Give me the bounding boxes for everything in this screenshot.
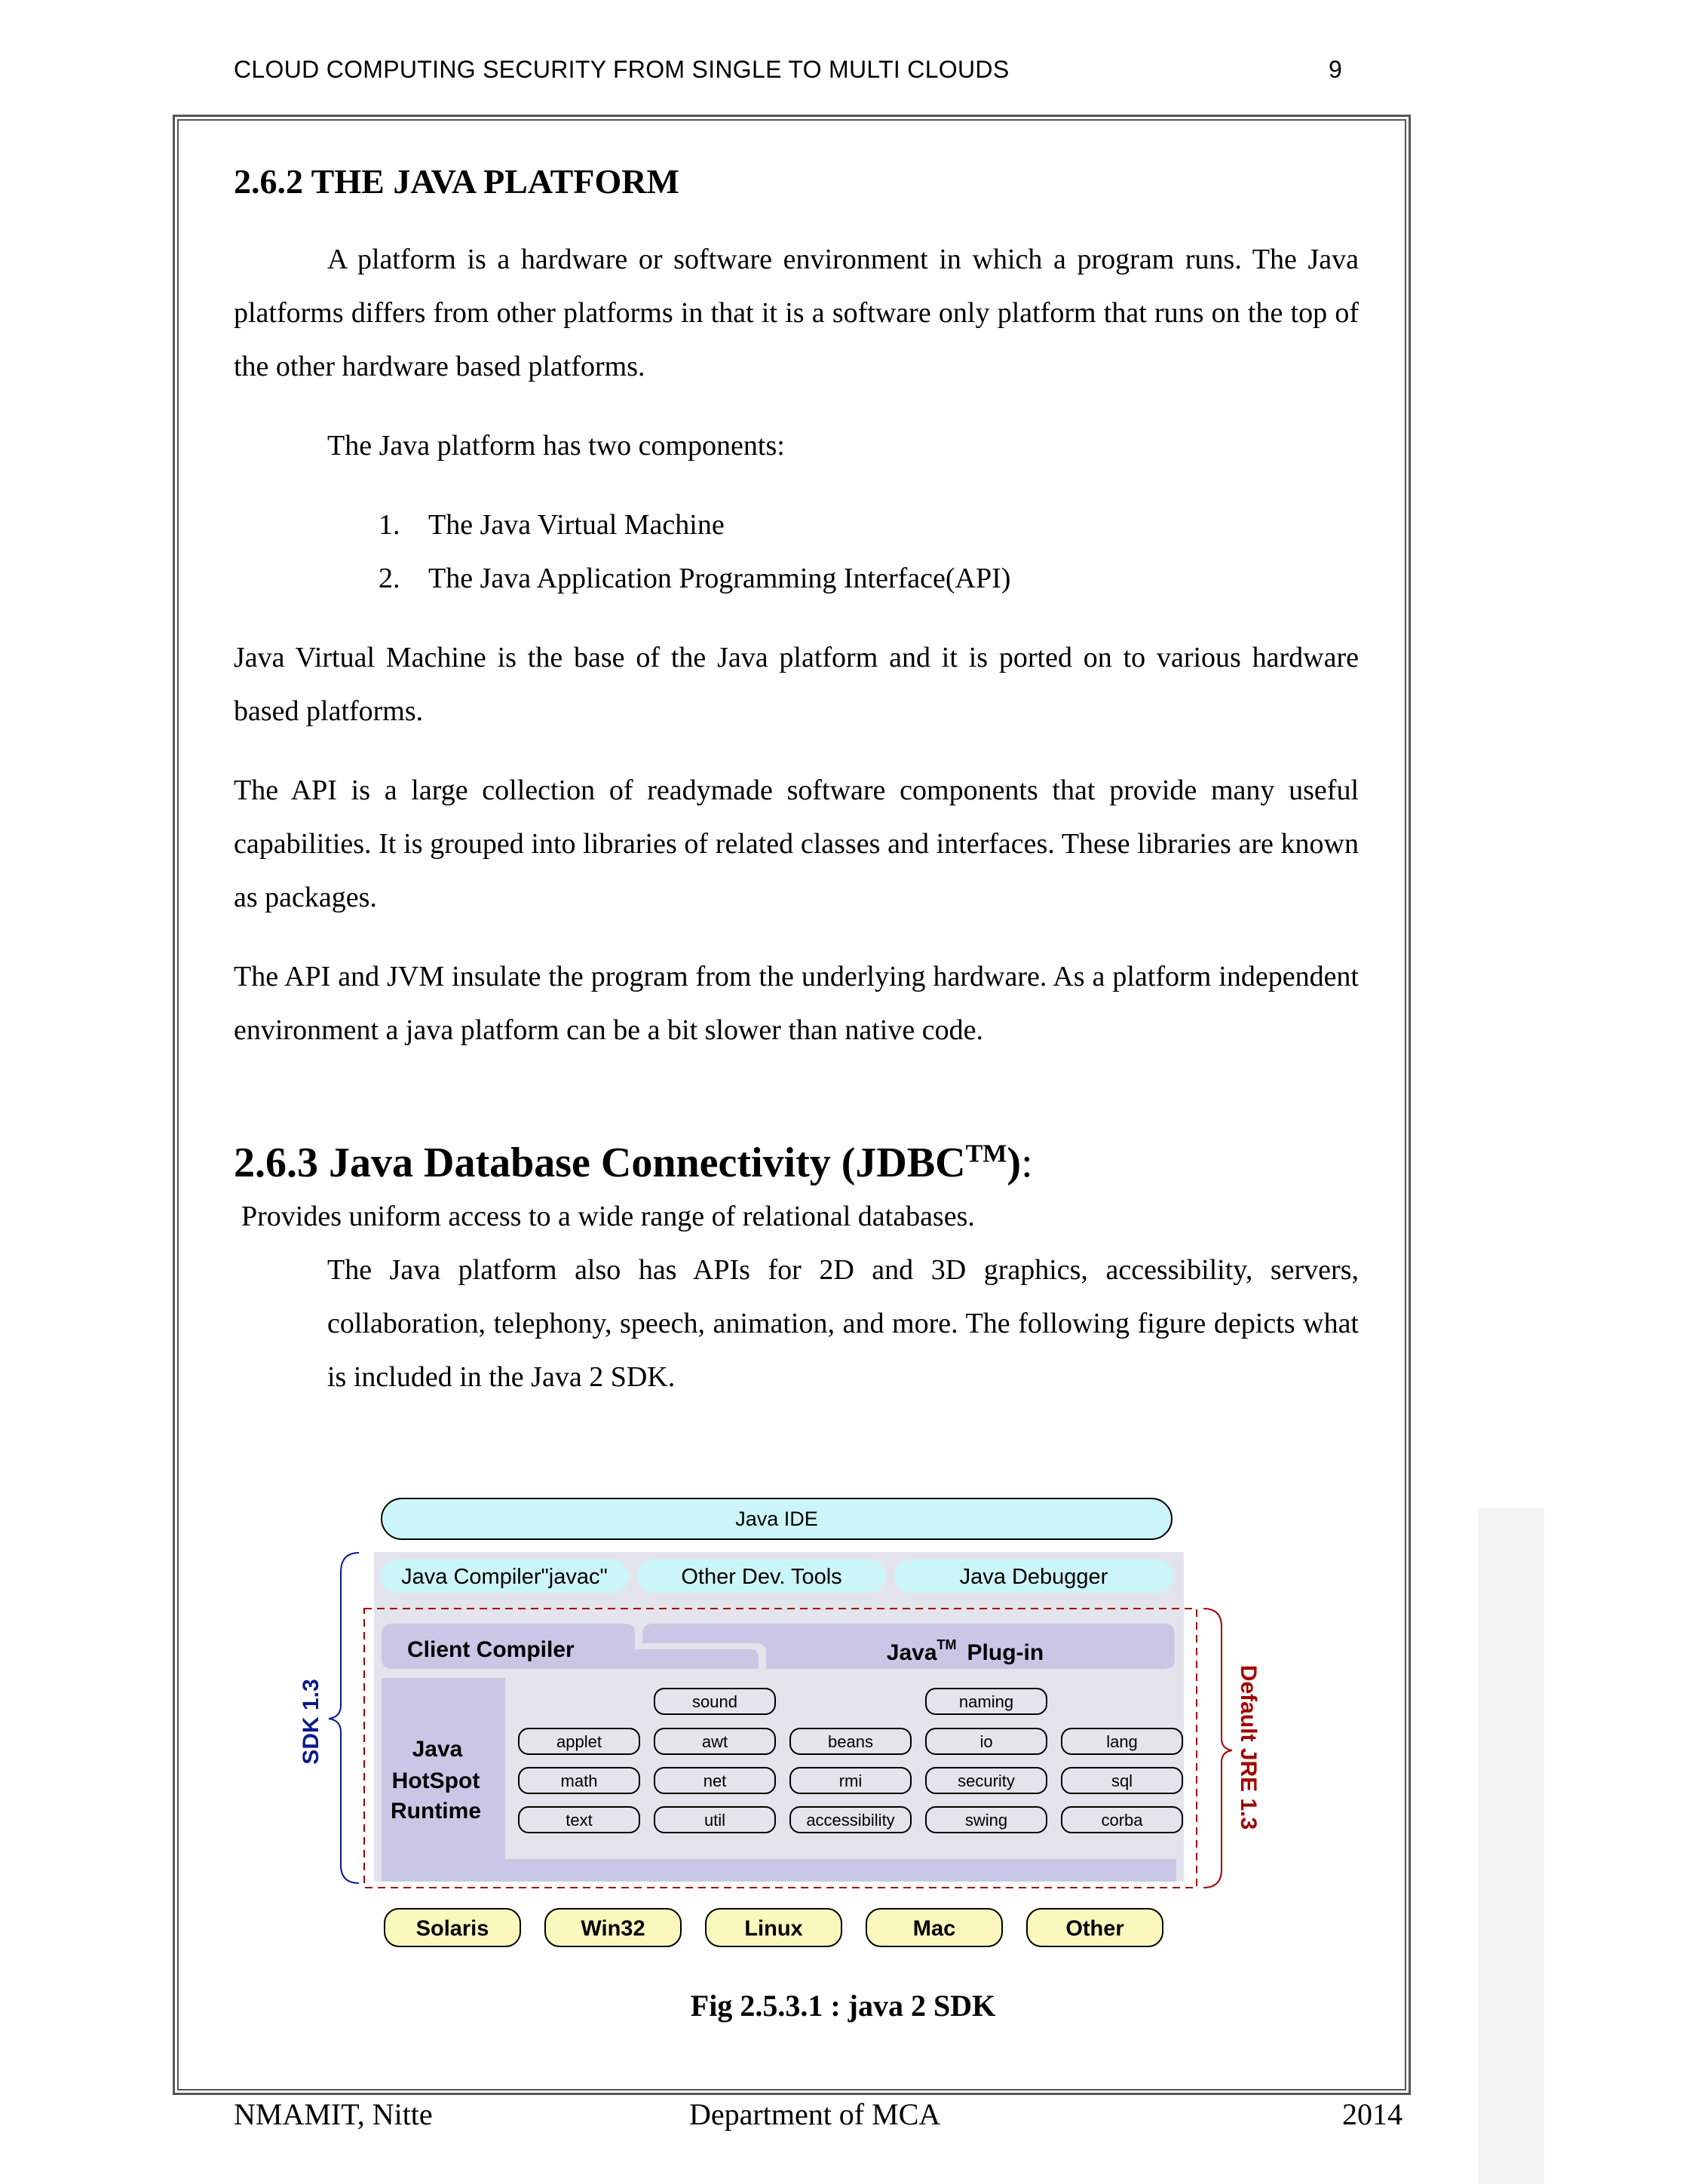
package-pill-label: swing bbox=[964, 1810, 1008, 1830]
package-pill-label: sql bbox=[1111, 1771, 1133, 1790]
package-pill-label: lang bbox=[1106, 1732, 1138, 1751]
sdk-label: SDK 1.3 bbox=[299, 1679, 323, 1765]
package-pill-label: sound bbox=[692, 1692, 737, 1711]
paragraph-api: The API is a large collection of readymade software components that provide many useful capabilities. It is grouped into libraries of related classes and interfaces. These libraries are known as packages. bbox=[234, 775, 1359, 913]
paragraph-two-components: The Java platform has two components: bbox=[327, 430, 785, 462]
scan-margin-shade bbox=[1478, 1508, 1544, 2184]
paragraph-platform-definition: A platform is a hardware or software environment in which a program runs. The Java platforms differs from other platforms in that it is a software only platform that runs on the top of the other hardware based platforms. bbox=[234, 244, 1359, 382]
package-pill-label: rmi bbox=[838, 1771, 863, 1790]
paragraph-insulate: The API and JVM insulate the program from the underlying hardware. As a platform independent environment a java platform can be a bit slower than native code. bbox=[234, 961, 1359, 1046]
platform-box-label: Solaris bbox=[415, 1916, 489, 1941]
figure-caption: Fig 2.5.3.1 : java 2 SDK bbox=[690, 1989, 996, 2023]
package-pill-label: applet bbox=[556, 1732, 602, 1751]
runtime-label: Runtime bbox=[391, 1799, 481, 1824]
platform-box-label: Mac bbox=[912, 1916, 956, 1941]
paragraph-java-apis: The Java platform also has APIs for 2D and 3D graphics, accessibility, servers, collaboration, telephony, speech, animation, and more. The following figure depicts what is included in the Java 2 SDK. bbox=[327, 1254, 1359, 1393]
paragraph-jdbc-intro: Provides uniform access to a wide range of relational databases. bbox=[241, 1201, 975, 1232]
platform-box-label: Win32 bbox=[581, 1916, 645, 1941]
tool-label: Other Dev. Tools bbox=[681, 1565, 842, 1589]
package-pill-label: beans bbox=[828, 1732, 873, 1751]
section-heading-java-platform: 2.6.2 THE JAVA PLATFORM bbox=[234, 162, 679, 201]
package-pill-label: security bbox=[958, 1771, 1015, 1790]
runtime-label: HotSpot bbox=[391, 1768, 480, 1793]
jre-label: Default JRE 1.3 bbox=[1236, 1664, 1261, 1830]
footer-institution: NMAMIT, Nitte bbox=[234, 2097, 433, 2131]
package-pill-label: math bbox=[560, 1771, 598, 1790]
package-pill-label: io bbox=[979, 1732, 993, 1751]
package-pill-label: text bbox=[566, 1810, 593, 1830]
package-pill-label: naming bbox=[958, 1692, 1014, 1711]
package-pill-label: awt bbox=[701, 1732, 728, 1751]
footer-department: Department of MCA bbox=[689, 2097, 941, 2131]
sdk-bracket bbox=[329, 1553, 359, 1883]
list-item: 2. The Java Application Programming Interface(API) bbox=[379, 563, 1011, 594]
platform-row bbox=[385, 1909, 1163, 1946]
platform-box-label: Linux bbox=[744, 1916, 803, 1941]
client-compiler-label: Client Compiler bbox=[407, 1637, 575, 1662]
runtime-label: Java bbox=[412, 1737, 463, 1762]
page-content bbox=[234, 151, 1359, 1404]
runtime-base bbox=[505, 1859, 1176, 1882]
plugin-label: Java™ Plug-in bbox=[886, 1637, 1044, 1665]
tool-label: Java Debugger bbox=[959, 1565, 1108, 1589]
paragraph-jvm: Java Virtual Machine is the base of the Java platform and it is ported on to various hardware based platforms. bbox=[234, 642, 1359, 727]
package-pill-label: accessibility bbox=[806, 1810, 895, 1830]
running-header-title: CLOUD COMPUTING SECURITY FROM SINGLE TO MULTI CLOUDS bbox=[234, 56, 1010, 83]
package-pill-label: util bbox=[704, 1810, 726, 1830]
platform-box-label: Other bbox=[1065, 1916, 1124, 1941]
tool-label: Java Compiler"javac" bbox=[401, 1565, 608, 1589]
package-pill-label: net bbox=[703, 1771, 727, 1790]
components-list bbox=[234, 498, 1359, 606]
footer-year: 2014 bbox=[1342, 2097, 1402, 2131]
section-heading-jdbc: 2.6.3 Java Database Connectivity (JDBC™): bbox=[234, 1140, 1033, 1186]
page-number: 9 bbox=[1329, 56, 1342, 83]
jre-bracket bbox=[1203, 1609, 1232, 1888]
ide-label: Java IDE bbox=[735, 1508, 818, 1530]
package-pill-label: corba bbox=[1101, 1810, 1143, 1830]
list-item: 1. The Java Virtual Machine bbox=[379, 509, 725, 541]
java2-sdk-diagram bbox=[287, 1482, 1261, 1957]
